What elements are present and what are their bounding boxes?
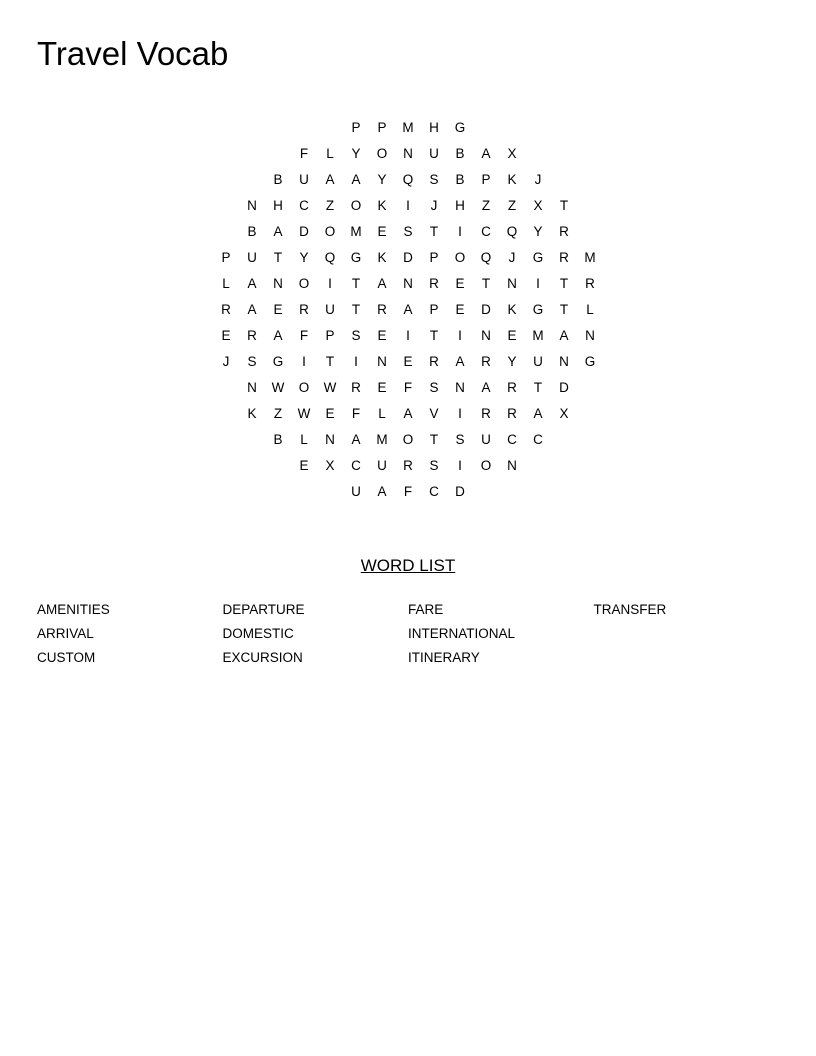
grid-letter: T: [351, 302, 361, 317]
grid-letter: R: [351, 380, 361, 395]
grid-letter: W: [297, 406, 311, 421]
grid-letter: M: [584, 250, 596, 265]
grid-letter: N: [247, 198, 257, 213]
grid-letter: Q: [480, 250, 492, 265]
grid-letter: O: [402, 432, 414, 447]
grid-letter: U: [533, 354, 543, 369]
grid-letter: C: [351, 458, 361, 473]
grid-letter: P: [429, 302, 439, 317]
grid-letter: E: [299, 458, 309, 473]
grid-letter: K: [247, 406, 257, 421]
grid-letter: R: [507, 380, 517, 395]
grid-letter: C: [481, 224, 491, 239]
grid-letter: M: [532, 328, 544, 343]
grid-letter: S: [455, 432, 465, 447]
word-list-item: ARRIVAL: [37, 626, 94, 641]
grid-letter: A: [273, 224, 283, 239]
grid-letter: H: [429, 120, 439, 135]
grid-letter: R: [377, 302, 387, 317]
grid-letter: S: [429, 458, 439, 473]
grid-letter: M: [376, 432, 388, 447]
grid-letter: T: [559, 198, 569, 213]
grid-letter: J: [534, 172, 542, 187]
grid-letter: P: [325, 328, 335, 343]
grid-letter: V: [429, 406, 439, 421]
grid-letter: A: [377, 484, 387, 499]
grid-letter: X: [325, 458, 335, 473]
grid-letter: L: [326, 146, 334, 161]
grid-letter: I: [458, 224, 462, 239]
grid-letter: L: [222, 276, 230, 291]
grid-letter: D: [403, 250, 413, 265]
grid-letter: G: [532, 302, 544, 317]
grid-letter: X: [533, 198, 543, 213]
grid-letter: T: [351, 276, 361, 291]
grid-letter: Y: [377, 172, 387, 187]
grid-letter: Z: [481, 198, 491, 213]
grid-letter: B: [455, 172, 465, 187]
grid-letter: L: [378, 406, 386, 421]
grid-letter: X: [559, 406, 569, 421]
grid-letter: N: [247, 380, 257, 395]
page-title: Travel Vocab: [37, 35, 229, 72]
grid-letter: N: [325, 432, 335, 447]
grid-letter: D: [481, 302, 491, 317]
word-list-item: FARE: [408, 602, 444, 617]
grid-letter: K: [377, 198, 387, 213]
grid-letter: U: [299, 172, 309, 187]
grid-letter: O: [454, 250, 466, 265]
grid-letter: E: [221, 328, 231, 343]
grid-letter: I: [536, 276, 540, 291]
word-list-item: DOMESTIC: [222, 626, 294, 641]
grid-letter: N: [377, 354, 387, 369]
word-list-item: ITINERARY: [408, 650, 480, 665]
grid-letter: U: [247, 250, 257, 265]
grid-letter: Y: [299, 250, 309, 265]
grid-letter: R: [247, 328, 257, 343]
grid-letter: P: [351, 120, 361, 135]
grid-letter: U: [429, 146, 439, 161]
grid-letter: L: [300, 432, 308, 447]
grid-letter: N: [455, 380, 465, 395]
grid-letter: E: [455, 276, 465, 291]
word-list-item: DEPARTURE: [222, 602, 305, 617]
grid-letter: J: [430, 198, 438, 213]
word-list-item: EXCURSION: [222, 650, 303, 665]
grid-letter: A: [247, 276, 257, 291]
grid-letter: E: [507, 328, 517, 343]
grid-letter: G: [272, 354, 284, 369]
grid-letter: Z: [273, 406, 283, 421]
grid-letter: F: [351, 406, 361, 421]
grid-letter: U: [377, 458, 387, 473]
grid-letter: E: [455, 302, 465, 317]
grid-letter: B: [455, 146, 465, 161]
grid-letter: Y: [351, 146, 361, 161]
grid-letter: F: [299, 146, 309, 161]
grid-letter: U: [481, 432, 491, 447]
word-list-item: INTERNATIONAL: [408, 626, 516, 641]
grid-letter: A: [377, 276, 387, 291]
word-list: [37, 600, 797, 680]
grid-letter: F: [403, 484, 413, 499]
grid-letter: G: [454, 120, 466, 135]
grid-letter: T: [429, 328, 439, 343]
grid-letter: I: [406, 198, 410, 213]
grid-letter: G: [350, 250, 362, 265]
grid-letter: N: [403, 146, 413, 161]
grid-letter: R: [403, 458, 413, 473]
grid-letter: R: [429, 276, 439, 291]
grid-letter: A: [533, 406, 543, 421]
word-list-heading: WORD LIST: [360, 556, 456, 575]
grid-letter: T: [533, 380, 543, 395]
grid-letter: T: [481, 276, 491, 291]
grid-letter: D: [559, 380, 569, 395]
grid-letter: Y: [533, 224, 543, 239]
grid-letter: N: [273, 276, 283, 291]
grid-letter: I: [328, 276, 332, 291]
grid-letter: C: [299, 198, 309, 213]
grid-letter: I: [302, 354, 306, 369]
grid-letter: A: [481, 380, 491, 395]
grid-letter: R: [585, 276, 595, 291]
grid-letter: Q: [402, 172, 414, 187]
grid-letter: C: [533, 432, 543, 447]
grid-letter: Z: [507, 198, 517, 213]
grid-letter: K: [507, 172, 517, 187]
grid-letter: O: [376, 146, 388, 161]
grid-letter: J: [222, 354, 230, 369]
grid-letter: I: [458, 406, 462, 421]
grid-letter: Z: [325, 198, 335, 213]
word-list-item: TRANSFER: [593, 602, 667, 617]
grid-letter: J: [508, 250, 516, 265]
grid-letter: G: [532, 250, 544, 265]
grid-letter: A: [559, 328, 569, 343]
grid-letter: F: [403, 380, 413, 395]
grid-letter: N: [559, 354, 569, 369]
grid-letter: K: [377, 250, 387, 265]
grid-letter: R: [481, 354, 491, 369]
grid-letter: E: [377, 328, 387, 343]
grid-letter: N: [481, 328, 491, 343]
grid-letter: E: [377, 380, 387, 395]
grid-letter: P: [377, 120, 387, 135]
grid-letter: Q: [324, 250, 336, 265]
grid-letter: M: [402, 120, 414, 135]
grid-letter: A: [481, 146, 491, 161]
grid-letter: B: [247, 224, 257, 239]
word-search-grid: [0, 0, 816, 520]
grid-letter: T: [325, 354, 335, 369]
grid-letter: E: [377, 224, 387, 239]
grid-letter: N: [585, 328, 595, 343]
grid-letter: I: [458, 458, 462, 473]
grid-letter: F: [299, 328, 309, 343]
grid-letter: N: [403, 276, 413, 291]
grid-letter: D: [455, 484, 465, 499]
grid-letter: T: [559, 276, 569, 291]
grid-letter: R: [481, 406, 491, 421]
grid-letter: T: [559, 302, 569, 317]
grid-letter: B: [273, 172, 283, 187]
grid-letter: R: [429, 354, 439, 369]
grid-letter: R: [221, 302, 231, 317]
grid-letter: C: [429, 484, 439, 499]
grid-letter: O: [480, 458, 492, 473]
grid-letter: S: [429, 172, 439, 187]
grid-letter: X: [507, 146, 517, 161]
grid-letter: H: [455, 198, 465, 213]
grid-letter: R: [507, 406, 517, 421]
grid-letter: O: [298, 276, 310, 291]
grid-letter: I: [458, 328, 462, 343]
grid-letter: H: [273, 198, 283, 213]
grid-letter: A: [351, 432, 361, 447]
grid-letter: E: [403, 354, 413, 369]
grid-letter: M: [350, 224, 362, 239]
grid-letter: A: [247, 302, 257, 317]
grid-letter: E: [325, 406, 335, 421]
grid-letter: L: [586, 302, 594, 317]
grid-letter: E: [273, 302, 283, 317]
word-list-item: AMENITIES: [37, 602, 110, 617]
grid-letter: W: [271, 380, 285, 395]
grid-letter: B: [273, 432, 283, 447]
word-list-item: CUSTOM: [37, 650, 96, 665]
grid-letter: G: [584, 354, 596, 369]
grid-letter: R: [559, 224, 569, 239]
grid-letter: S: [247, 354, 257, 369]
grid-letter: A: [455, 354, 465, 369]
grid-letter: Y: [507, 354, 517, 369]
grid-letter: O: [324, 224, 336, 239]
grid-letter: S: [403, 224, 413, 239]
grid-letter: T: [429, 224, 439, 239]
grid-letter: A: [403, 302, 413, 317]
grid-letter: S: [429, 380, 439, 395]
grid-letter: U: [325, 302, 335, 317]
grid-letter: O: [350, 198, 362, 213]
grid-letter: R: [559, 250, 569, 265]
grid-letter: T: [429, 432, 439, 447]
grid-letter: T: [273, 250, 283, 265]
grid-letter: A: [273, 328, 283, 343]
grid-letter: D: [299, 224, 309, 239]
grid-letter: I: [354, 354, 358, 369]
grid-letter: Q: [506, 224, 518, 239]
grid-letter: A: [351, 172, 361, 187]
grid-letter: W: [323, 380, 337, 395]
grid-letter: A: [403, 406, 413, 421]
grid-letter: R: [299, 302, 309, 317]
grid-letter: U: [351, 484, 361, 499]
grid-letter: A: [325, 172, 335, 187]
grid-letter: N: [507, 276, 517, 291]
grid-letter: O: [298, 380, 310, 395]
grid-letter: P: [429, 250, 439, 265]
grid-letter: P: [221, 250, 231, 265]
grid-letter: I: [406, 328, 410, 343]
grid-letter: C: [507, 432, 517, 447]
grid-letter: P: [481, 172, 491, 187]
grid-letter: S: [351, 328, 361, 343]
grid-letter: K: [507, 302, 517, 317]
grid-letter: N: [507, 458, 517, 473]
